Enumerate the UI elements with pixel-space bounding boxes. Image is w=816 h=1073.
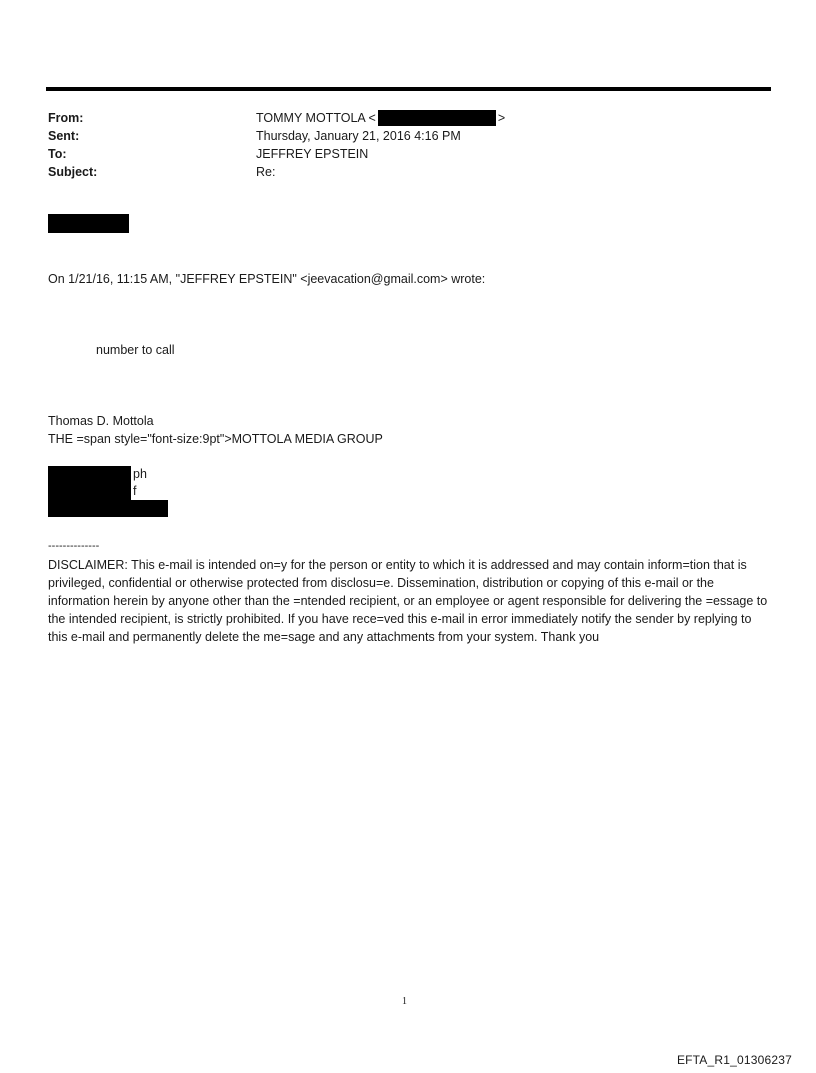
redacted-fax (48, 483, 131, 500)
sent-row (48, 127, 768, 145)
from-row (48, 109, 768, 127)
from-label: From: (48, 111, 84, 125)
subject-value: Re: (256, 165, 276, 179)
fax-row (48, 483, 168, 500)
redacted-email (48, 500, 168, 517)
disclaimer-separator: -------------- (48, 540, 100, 552)
redacted-phone (48, 466, 131, 483)
signature-contact (48, 466, 168, 517)
sent-label: Sent: (48, 129, 80, 143)
signature-name: Thomas D. Mottola (48, 414, 154, 428)
from-value (256, 109, 505, 127)
page-number: 1 (402, 996, 407, 1007)
document-id: EFTA_R1_01306237 (676, 1053, 792, 1067)
redacted-message-text (48, 214, 129, 233)
email-header (48, 109, 768, 181)
to-value: JEFFREY EPSTEIN (256, 147, 369, 161)
sent-value: Thursday, January 21, 2016 4:16 PM (256, 129, 461, 143)
signature-company: THE =span style="font-size:9pt">MOTTOLA MEDIA GROUP (48, 432, 383, 446)
to-label: To: (48, 147, 67, 161)
redacted-sender-email (378, 110, 496, 126)
from-name: TOMMY MOTTOLA < (256, 111, 376, 125)
from-close: > (497, 111, 506, 125)
fax-suffix: f (133, 484, 137, 498)
to-row (48, 145, 768, 163)
phone-row (48, 466, 168, 483)
subject-row (48, 163, 768, 181)
subject-label: Subject: (48, 165, 98, 179)
phone-suffix: ph (133, 467, 147, 481)
disclaimer-text: DISCLAIMER: This e-mail is intended on=y for the person or entity to which it is addressed and may contain inform=tion that is privileged, confidential or otherwise protected from disclosu=e. Dissemination, distribution or copying of this e-mail or the information herein by anyone other than the =ntended recipient, or an employee or agent responsible for delivering the =essage to the intended recipient, is strictly prohibited. If you have rece=ved this e-mail in error immediately notify the sender by replying to this e-mail and permanently delete the me=sage and any attachments from your system. Thank you (48, 558, 768, 644)
quote-intro: On 1/21/16, 11:15 AM, "JEFFREY EPSTEIN" <jeevacation@gmail.com> wrote: (48, 272, 486, 286)
header-rule (46, 87, 771, 91)
quoted-text: number to call (96, 343, 175, 357)
email-row (48, 500, 168, 517)
